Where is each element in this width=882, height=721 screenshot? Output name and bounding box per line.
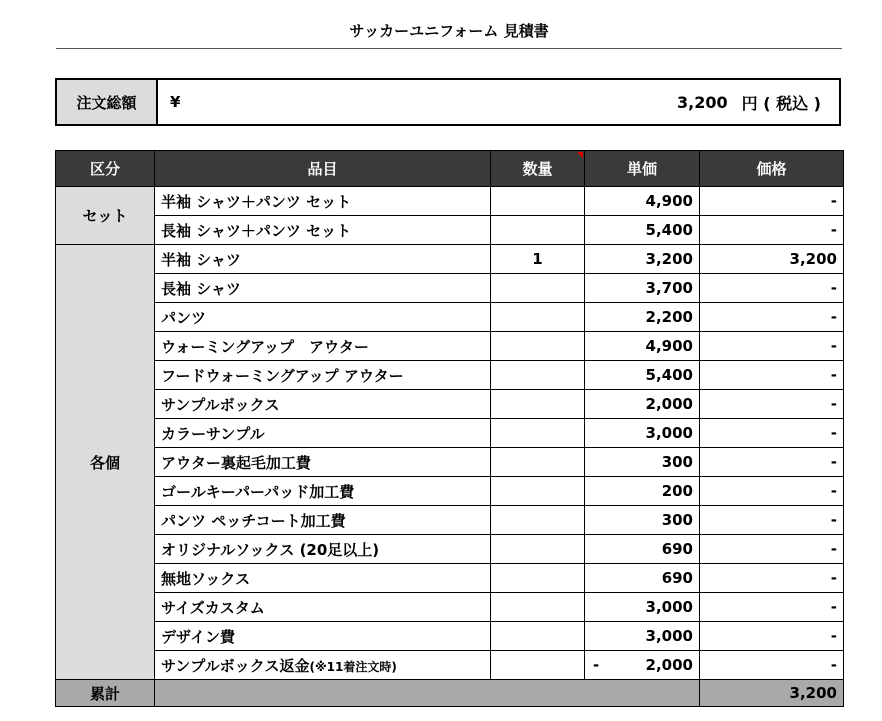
quantity-cell[interactable] [491,187,585,216]
quantity-cell[interactable] [491,419,585,448]
unit-price-value: 300 [661,453,693,471]
price-cell: - [700,564,844,593]
unit-price-value: 200 [661,482,693,500]
negative-sign: - [593,656,600,674]
unit-price-value: 2,000 [645,656,693,674]
unit-price-cell [585,506,700,535]
table-row [56,361,844,390]
unit-price-cell [585,535,700,564]
unit-price-value: 3,700 [645,279,693,297]
item-name: 無地ソックス [161,569,251,588]
quote-table [55,150,844,707]
price-cell: - [700,216,844,245]
unit-price-value: 5,400 [645,221,693,239]
header-category: 区分 [56,151,155,187]
table-row [56,332,844,361]
quantity-cell[interactable] [491,622,585,651]
table-row [56,506,844,535]
item-name: サイズカスタム [161,598,265,617]
order-total-value [230,80,839,124]
unit-price-cell [585,651,700,680]
price-cell: - [700,448,844,477]
item-name-cell [155,564,491,593]
unit-price-cell [585,245,700,274]
unit-price-cell [585,622,700,651]
order-total-label: 注文総額 [57,80,158,124]
item-name: パンツ [161,308,207,327]
unit-price-cell [585,187,700,216]
item-name-cell [155,622,491,651]
document-title: サッカーユニフォーム 見積書 [349,22,549,40]
quantity-cell[interactable] [491,332,585,361]
sum-label: 累計 [56,680,155,707]
unit-price-value: 690 [661,569,693,587]
quantity-cell[interactable] [491,506,585,535]
quantity-cell[interactable] [491,477,585,506]
item-name-cell [155,361,491,390]
table-row [56,535,844,564]
table-row [56,390,844,419]
item-name: 長袖 シャツ＋パンツ セット [161,221,352,240]
unit-price-cell [585,361,700,390]
table-row [56,245,844,274]
table-row [56,651,844,680]
price-cell: - [700,187,844,216]
order-total-amount: 3,200 [677,92,728,112]
sum-blank [155,680,700,707]
price-cell: - [700,477,844,506]
unit-price-cell [585,448,700,477]
item-note: (※11着注文時) [309,659,397,674]
unit-price-value: 4,900 [645,337,693,355]
table-row [56,216,844,245]
item-name: サンプルボックス返金 [161,656,310,675]
price-cell: - [700,361,844,390]
quantity-cell[interactable] [491,390,585,419]
quantity-cell[interactable] [491,448,585,477]
unit-price-value: 3,200 [645,250,693,268]
order-total-unit: 円 ( 税込 ) [741,93,821,113]
category-set: セット [56,187,155,245]
unit-price-cell [585,593,700,622]
price-cell: - [700,506,844,535]
item-name: サンプルボックス [161,395,280,414]
item-name-cell [155,390,491,419]
unit-price-cell [585,303,700,332]
unit-price-value: 3,000 [645,598,693,616]
item-name: カラーサンプル [161,424,265,443]
price-cell: - [700,332,844,361]
price-cell: - [700,274,844,303]
quantity-cell[interactable]: 1 [491,245,585,274]
category-individual: 各個 [56,245,155,680]
price-cell: - [700,651,844,680]
unit-price-cell [585,564,700,593]
unit-price-value: 300 [661,511,693,529]
table-body [56,187,844,707]
item-name-cell [155,187,491,216]
header-quantity: 数量 [491,151,585,187]
price-cell: - [700,622,844,651]
item-name-cell [155,651,491,680]
header-price: 価格 [700,151,844,187]
quantity-cell[interactable] [491,361,585,390]
title-underline [56,48,842,49]
unit-price-value: 5,400 [645,366,693,384]
unit-price-cell [585,419,700,448]
table-row [56,593,844,622]
price-cell: 3,200 [700,245,844,274]
unit-price-cell [585,332,700,361]
item-name: 半袖 シャツ＋パンツ セット [161,192,352,211]
item-name-cell [155,593,491,622]
item-name-cell [155,303,491,332]
unit-price-value: 3,000 [645,627,693,645]
item-name-cell [155,419,491,448]
item-name-cell [155,477,491,506]
order-total-box [55,78,841,126]
quantity-cell[interactable] [491,651,585,680]
item-name: デザイン費 [161,627,235,646]
item-name-cell [155,332,491,361]
quantity-cell[interactable] [491,303,585,332]
unit-price-cell [585,390,700,419]
table-row [56,187,844,216]
price-cell: - [700,535,844,564]
unit-price-cell [585,274,700,303]
unit-price-value: 2,200 [645,308,693,326]
item-name: アウター裏起毛加工費 [161,453,311,472]
header-unit-price: 単価 [585,151,700,187]
item-name-cell [155,245,491,274]
item-name: フードウォーミングアップ アウター [161,366,404,385]
sum-value: 3,200 [700,680,844,707]
unit-price-value: 4,900 [645,192,693,210]
item-name-cell [155,506,491,535]
unit-price-cell [585,216,700,245]
item-name: パンツ ペッチコート加工費 [161,511,346,530]
price-cell: - [700,303,844,332]
quantity-cell[interactable] [491,274,585,303]
table-row [56,419,844,448]
unit-price-cell [585,477,700,506]
comment-marker [577,152,583,158]
price-cell: - [700,390,844,419]
sum-row [56,680,844,707]
table-row [56,564,844,593]
item-name: オリジナルソックス (20足以上) [161,540,380,559]
quantity-cell[interactable] [491,564,585,593]
table-row [56,274,844,303]
quantity-cell[interactable] [491,535,585,564]
item-name: 半袖 シャツ [161,250,241,269]
table-row [56,622,844,651]
item-name-cell [155,216,491,245]
item-name-cell [155,448,491,477]
unit-price-value: 690 [661,540,693,558]
header-item: 品目 [155,151,491,187]
yen-symbol: ¥ [170,93,181,111]
table-row [56,477,844,506]
item-name: ウォーミングアップ アウター [161,337,369,356]
table-row [56,448,844,477]
quantity-cell[interactable] [491,216,585,245]
unit-price-value: 2,000 [645,395,693,413]
quantity-cell[interactable] [491,593,585,622]
item-name-cell [155,274,491,303]
table-header-row [56,151,844,187]
table-row [56,303,844,332]
item-name: 長袖 シャツ [161,279,241,298]
unit-price-value: 3,000 [645,424,693,442]
item-name-cell [155,535,491,564]
item-name: ゴールキーパーパッド加工費 [161,482,355,501]
price-cell: - [700,419,844,448]
price-cell: - [700,593,844,622]
